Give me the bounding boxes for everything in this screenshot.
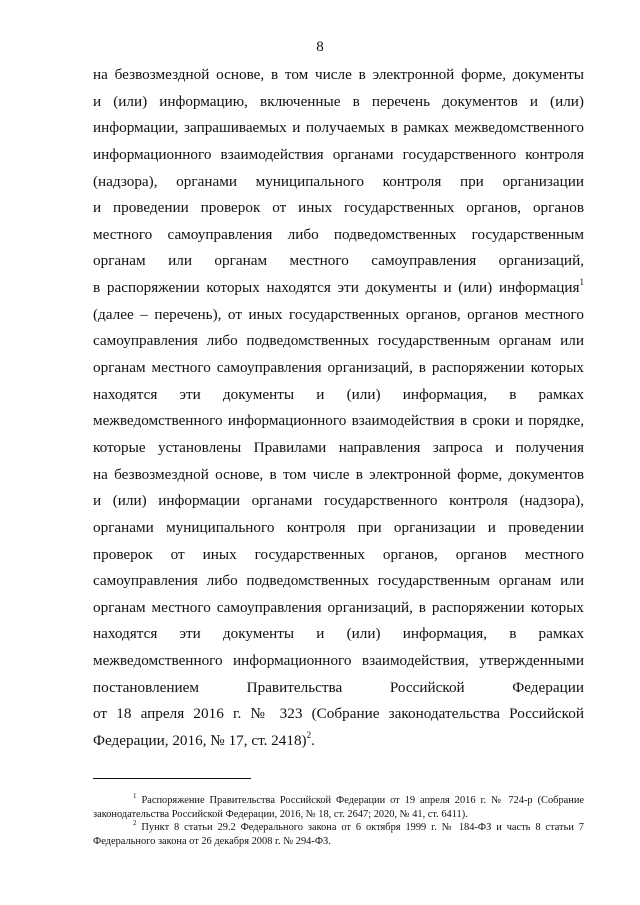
body-line-text: межведомственного информационного взаимодействия в сроки и порядке, [93,412,584,430]
body-line-text: межведомственного информационного взаимодействия, утвержденными [93,652,584,670]
body-text [93,62,584,755]
body-line [93,195,584,222]
body-line-text: Федерации, 2016, № 17, ст. 2418) [93,732,307,750]
footnote-separator [93,778,251,779]
body-line-text: на безвозмездной основе, в том числе в электронной форме, документов [93,465,584,483]
body-line [93,62,584,89]
body-line [93,115,584,142]
footnote-text: Пункт 8 статьи 29.2 Федерального закона от 6 октября 1999 г. № 184-ФЗ и часть 8 статьи 7 [141,822,584,833]
body-line-text: органам местного самоуправления организаций, в распоряжении которых [93,359,584,377]
body-line [93,328,584,355]
body-line-text: самоуправления либо подведомственных государственным органам или [93,332,584,350]
footnotes [93,791,584,848]
footnote-text: Федерального закона от 26 декабря 2008 г. № 294-ФЗ. [93,835,331,847]
body-line-text: органам или органам местного самоуправления организаций, [93,252,584,270]
body-line [93,382,584,409]
body-line-text: постановлением Правительства Российской Федерации [93,678,584,696]
footnote-line [93,818,584,835]
body-line-text: и (или) информацию, включенные в перечень документов и (или) [93,92,584,110]
body-line [93,222,584,249]
body-line-text: и (или) информации органами государственного контроля (надзора), [93,492,584,510]
body-line [93,675,584,702]
body-line-text: информационного взаимодействия органами государственного контроля [93,145,584,163]
body-line [93,595,584,622]
body-line-text: (далее – перечень), от иных государственных органов, органов местного [93,305,584,323]
page-number: 8 [316,39,324,55]
footnote-text: законодательства Российской Федерации, 2016, № 18, ст. 2647; 2020, № 41, ст. 6411). [93,808,468,820]
body-line [93,568,584,595]
footnote-number: 1 [133,791,137,800]
body-line-text: местного самоуправления либо подведомственных государственным [93,225,584,243]
body-line-text: которые установлены Правилами направления запроса и получения [93,438,584,456]
footnote-line [93,835,584,849]
body-line-text: находятся эти документы и (или) информация, в рамках [93,385,584,403]
body-line [93,302,584,329]
body-line [93,89,584,116]
body-line-text: (надзора), органами муниципального контроля при организации [93,172,584,190]
footnote-marker: 1 [579,277,584,288]
body-line [93,621,584,648]
body-line [93,408,584,435]
footnote-line [93,791,584,808]
body-line [93,515,584,542]
body-line [93,728,584,755]
body-line [93,275,584,302]
body-line [93,488,584,515]
body-line [93,542,584,569]
body-line [93,701,584,728]
footnote-text: Распоряжение Правительства Российской Федерации от 19 апреля 2016 г. № 724-р (Собрание [141,795,584,806]
body-line [93,169,584,196]
body-line-text: проверок от иных государственных органов, органов местного [93,545,584,563]
body-line-text: органам местного самоуправления организаций, в распоряжении которых [93,598,584,616]
body-line-text: органами муниципального контроля при организации и проведении [93,518,584,536]
footnote-number: 2 [133,818,137,827]
body-line [93,142,584,169]
body-line-text: и проведении проверок от иных государственных органов, органов [93,199,584,217]
body-line-text: на безвозмездной основе, в том числе в электронной форме, документы [93,66,584,83]
body-line [93,355,584,382]
body-line-text: в распоряжении которых находятся эти документы и (или) информация [93,279,580,297]
body-line [93,248,584,275]
body-line [93,435,584,462]
body-line-text: самоуправления либо подведомственных государственным органам или [93,572,584,590]
body-line [93,462,584,489]
body-line-text: информации, запрашиваемых и получаемых в рамках межведомственного [93,119,584,137]
footnote-line [93,808,584,822]
footnote-marker: 2 [306,729,312,740]
trailing-punctuation: . [311,732,315,750]
body-line-text: находятся эти документы и (или) информация, в рамках [93,625,584,643]
body-line-text: от 18 апреля 2016 г. № 323 (Собрание законодательства Российской [93,705,584,723]
body-line [93,648,584,675]
